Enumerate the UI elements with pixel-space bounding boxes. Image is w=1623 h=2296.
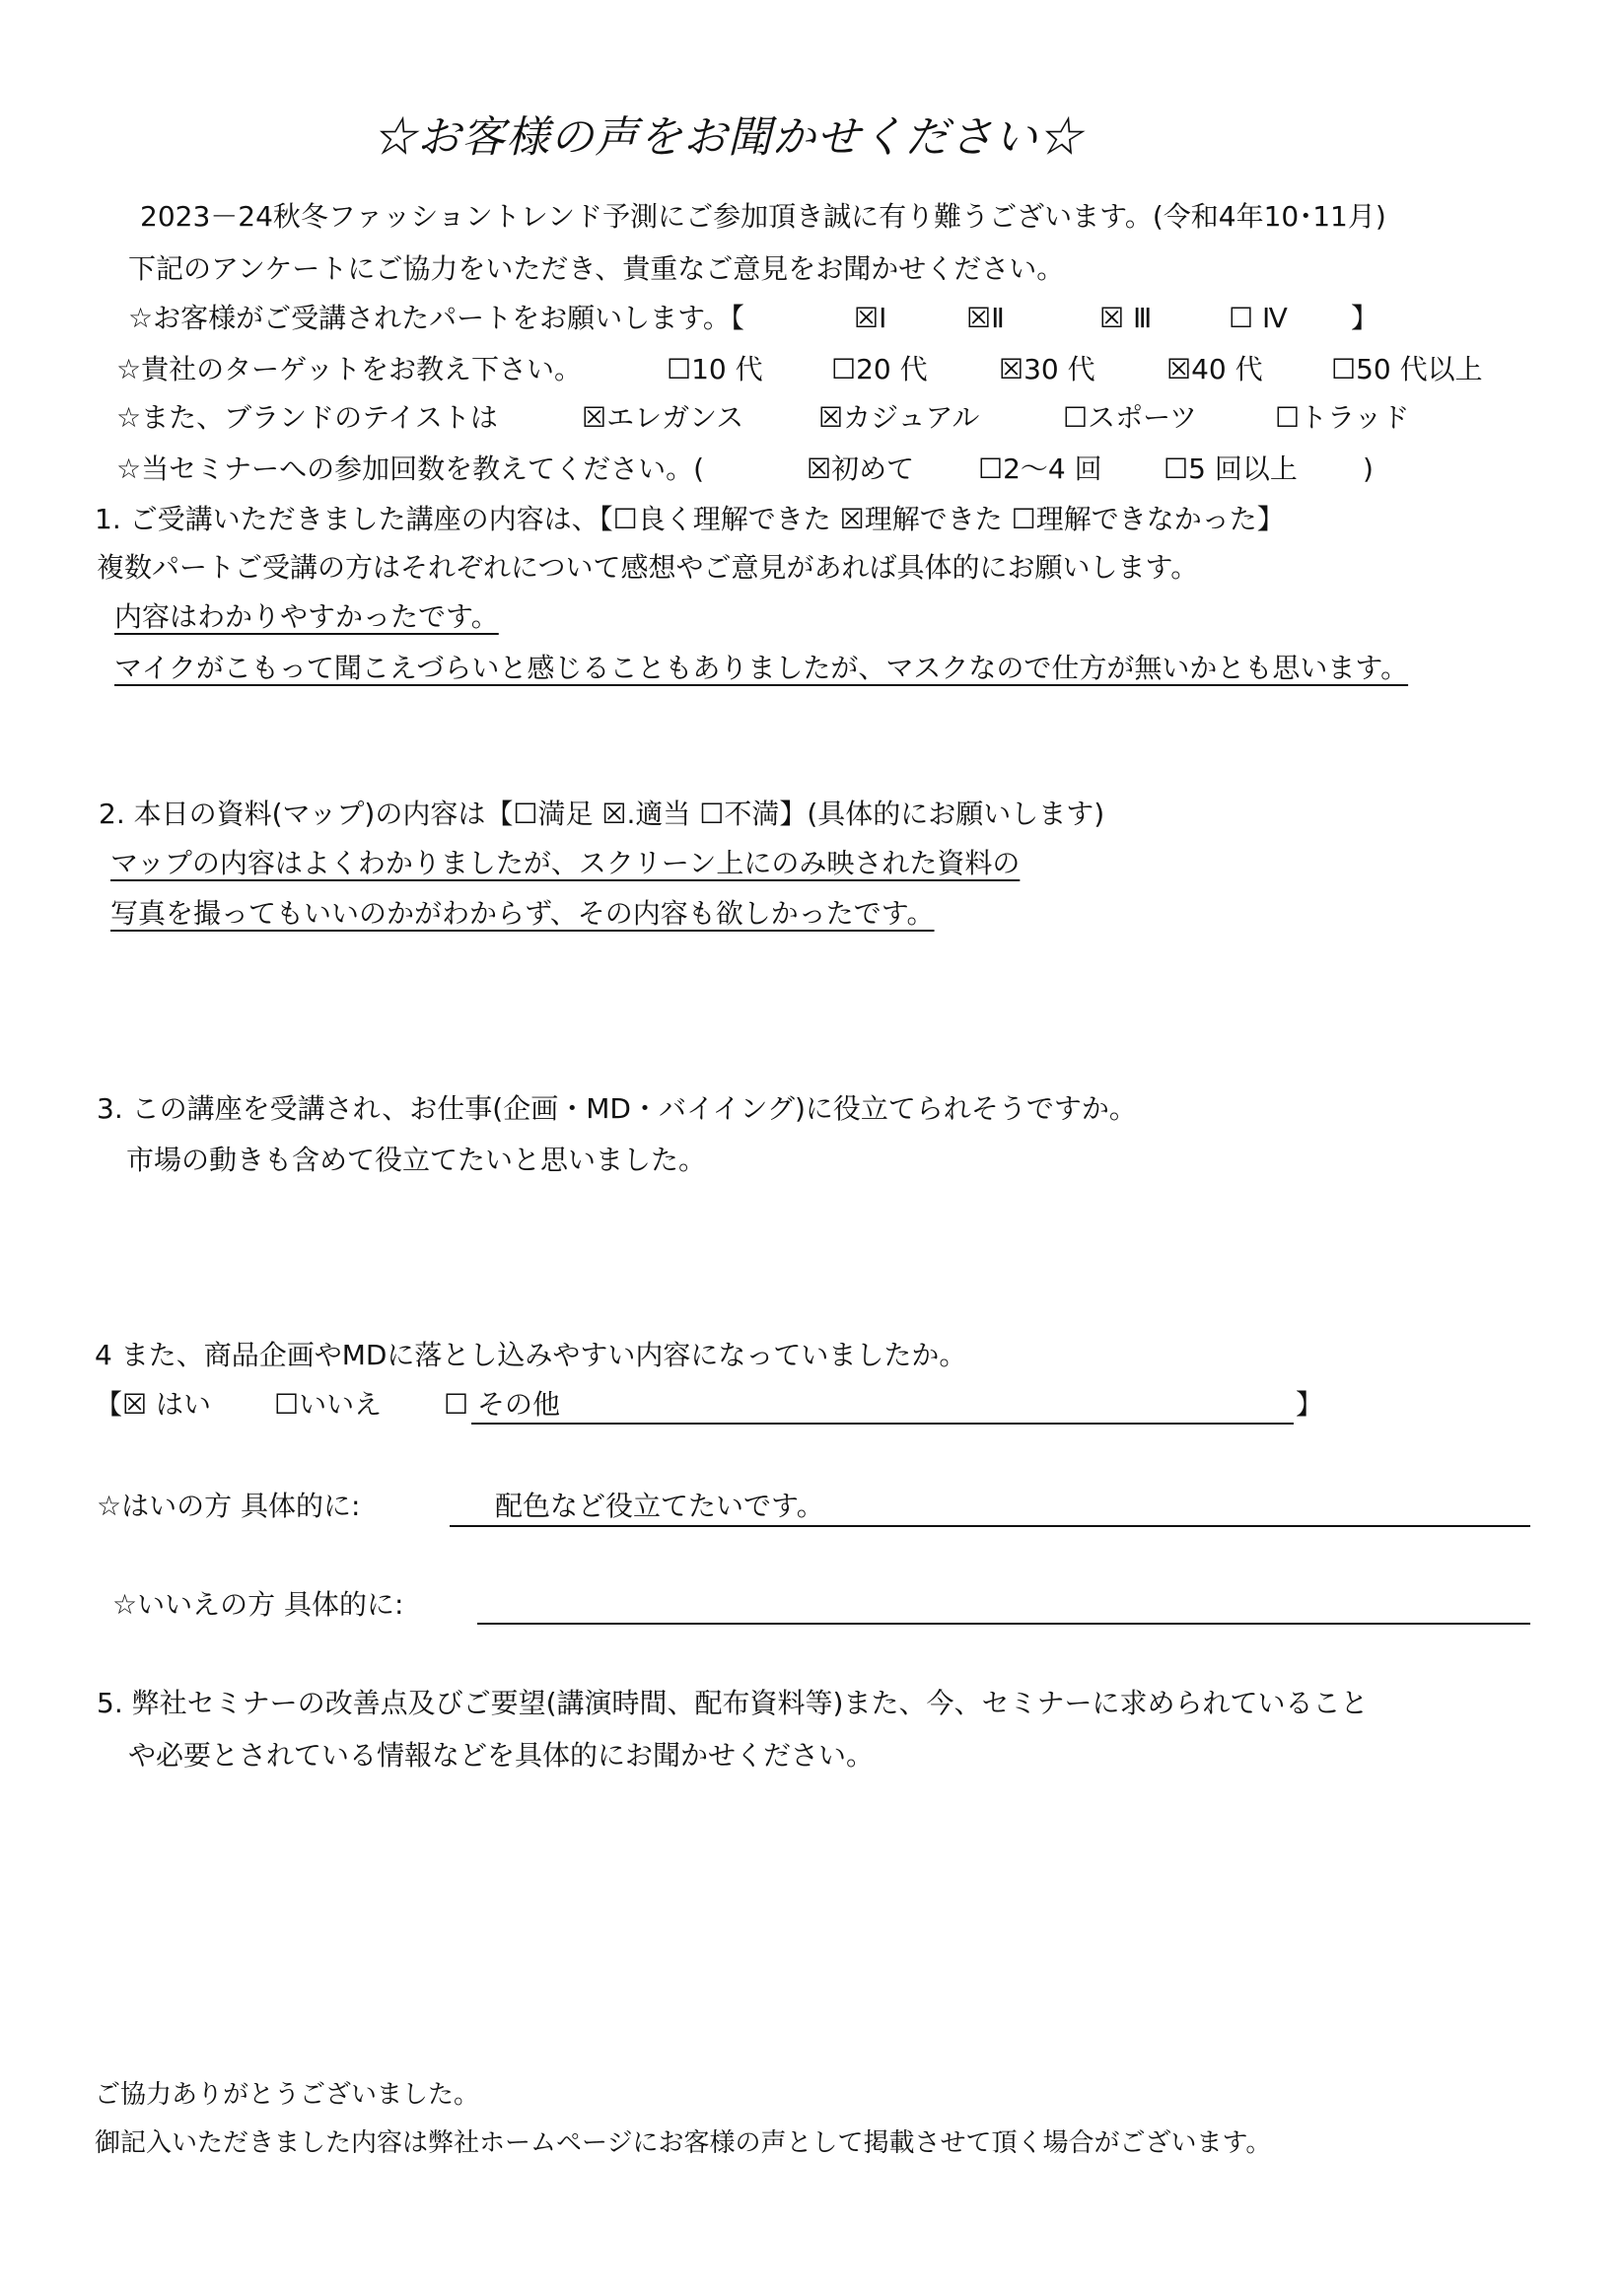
no-detail-fill-line[interactable] — [477, 1623, 1530, 1625]
q4-close-bracket: 】 — [1296, 1388, 1324, 1421]
intro-line-1: 2023－24秋冬ファッショントレンド予測にご参加頂き誠に有り難うございます。(令和4年10･11月) — [140, 200, 1386, 233]
q3-question: 3. この講座を受講され、お仕事(企画・MD・バイイング)に役立てられそうですか。 — [97, 1092, 1137, 1125]
parts-option-1[interactable]: ☒Ⅰ — [854, 302, 887, 334]
parts-option-4[interactable]: ☐ Ⅳ — [1229, 302, 1288, 334]
target-option-40s[interactable]: ☒40 代 — [1166, 353, 1263, 385]
q1-question: 1. ご受講いただきました講座の内容は、【☐良く理解できた ☒理解できた ☐理解できなかった】 — [95, 503, 1285, 535]
q4-option-yes[interactable]: ☒ はい — [122, 1388, 212, 1421]
q2-question: 2. 本日の資料(マップ)の内容は【☐満足 ☒.適当 ☐不満】(具体的にお願いします) — [99, 798, 1105, 830]
q2-answer-line-2: 写真を撮ってもいいのかがわからず、その内容も欲しかったです。 — [110, 897, 935, 930]
parts-close-bracket: 】 — [1351, 302, 1379, 334]
intro-line-2: 下記のアンケートにご協力をいただき、貴重なご意見をお聞かせください。 — [128, 252, 1065, 285]
q4-question: 4 また、商品企画やMDに落とし込みやすい内容になっていましたか。 — [95, 1339, 967, 1371]
parts-prompt: ☆お客様がご受講されたパートをお願いします。【 — [128, 302, 744, 334]
yes-detail-fill-line[interactable] — [450, 1525, 1530, 1527]
taste-option-trad[interactable]: ☐トラッド — [1275, 401, 1410, 434]
attendance-prompt: ☆当セミナーへの参加回数を教えてください。( — [116, 452, 705, 485]
footer-thanks: ご協力ありがとうございました。 — [95, 2080, 480, 2110]
q1-sub-instruction: 複数パートご受講の方はそれぞれについて感想やご意見があれば具体的にお願いします。 — [97, 551, 1199, 584]
attendance-option-first[interactable]: ☒初めて — [807, 452, 915, 485]
yes-detail-label: ☆はいの方 具体的に: — [97, 1490, 361, 1522]
no-detail-label: ☆いいえの方 具体的に: — [112, 1588, 404, 1621]
q4-open-bracket: 【 — [95, 1388, 123, 1421]
target-option-10s[interactable]: ☐10 代 — [667, 353, 763, 385]
q4-option-other-label: その他 — [477, 1388, 561, 1421]
q3-answer: 市場の動きも含めて役立てたいと思いました。 — [126, 1144, 707, 1176]
target-option-30s[interactable]: ☒30 代 — [999, 353, 1095, 385]
q5-question-line-1: 5. 弊社セミナーの改善点及びご要望(講演時間、配布資料等)また、今、セミナーに求められていること — [97, 1687, 1369, 1719]
q2-answer-line-1: マップの内容はよくわかりましたが、スクリーン上にのみ映された資料の — [110, 847, 1021, 879]
attendance-close: ) — [1363, 452, 1374, 485]
taste-option-elegance[interactable]: ☒エレガンス — [582, 401, 744, 434]
parts-option-3[interactable]: ☒ Ⅲ — [1099, 302, 1153, 334]
q4-other-fill-line[interactable] — [471, 1423, 1294, 1425]
target-prompt: ☆貴社のターゲットをお教え下さい。 — [116, 353, 582, 385]
q1-answer-line-1: 内容はわかりやすかったです。 — [114, 600, 499, 633]
target-option-20s[interactable]: ☐20 代 — [831, 353, 928, 385]
footer-notice: 御記入いただきました内容は弊社ホームページにお客様の声として掲載させて頂く場合がございます。 — [95, 2128, 1272, 2158]
q4-option-no[interactable]: ☐いいえ — [274, 1388, 383, 1421]
taste-prompt: ☆また、ブランドのテイストは — [116, 401, 498, 434]
q1-answer-line-2: マイクがこもって聞こえづらいと感じることもありましたが、マスクなので仕方が無いかとも思います。 — [114, 652, 1409, 684]
taste-option-sports[interactable]: ☐スポーツ — [1063, 401, 1197, 434]
taste-option-casual[interactable]: ☒カジュアル — [818, 401, 980, 434]
attendance-option-2-4[interactable]: ☐2～4 回 — [978, 452, 1102, 485]
target-option-50s-plus[interactable]: ☐50 代以上 — [1331, 353, 1483, 385]
yes-detail-answer: 配色など役立てたいです。 — [495, 1490, 824, 1522]
attendance-option-5plus[interactable]: ☐5 回以上 — [1164, 452, 1298, 485]
q5-question-line-2: や必要とされている情報などを具体的にお聞かせください。 — [128, 1739, 875, 1772]
page-title: ☆お客様の声をお聞かせください☆ — [373, 112, 1083, 163]
q4-option-other-checkbox[interactable]: ☐ — [444, 1388, 469, 1421]
parts-option-2[interactable]: ☒Ⅱ — [966, 302, 1005, 334]
